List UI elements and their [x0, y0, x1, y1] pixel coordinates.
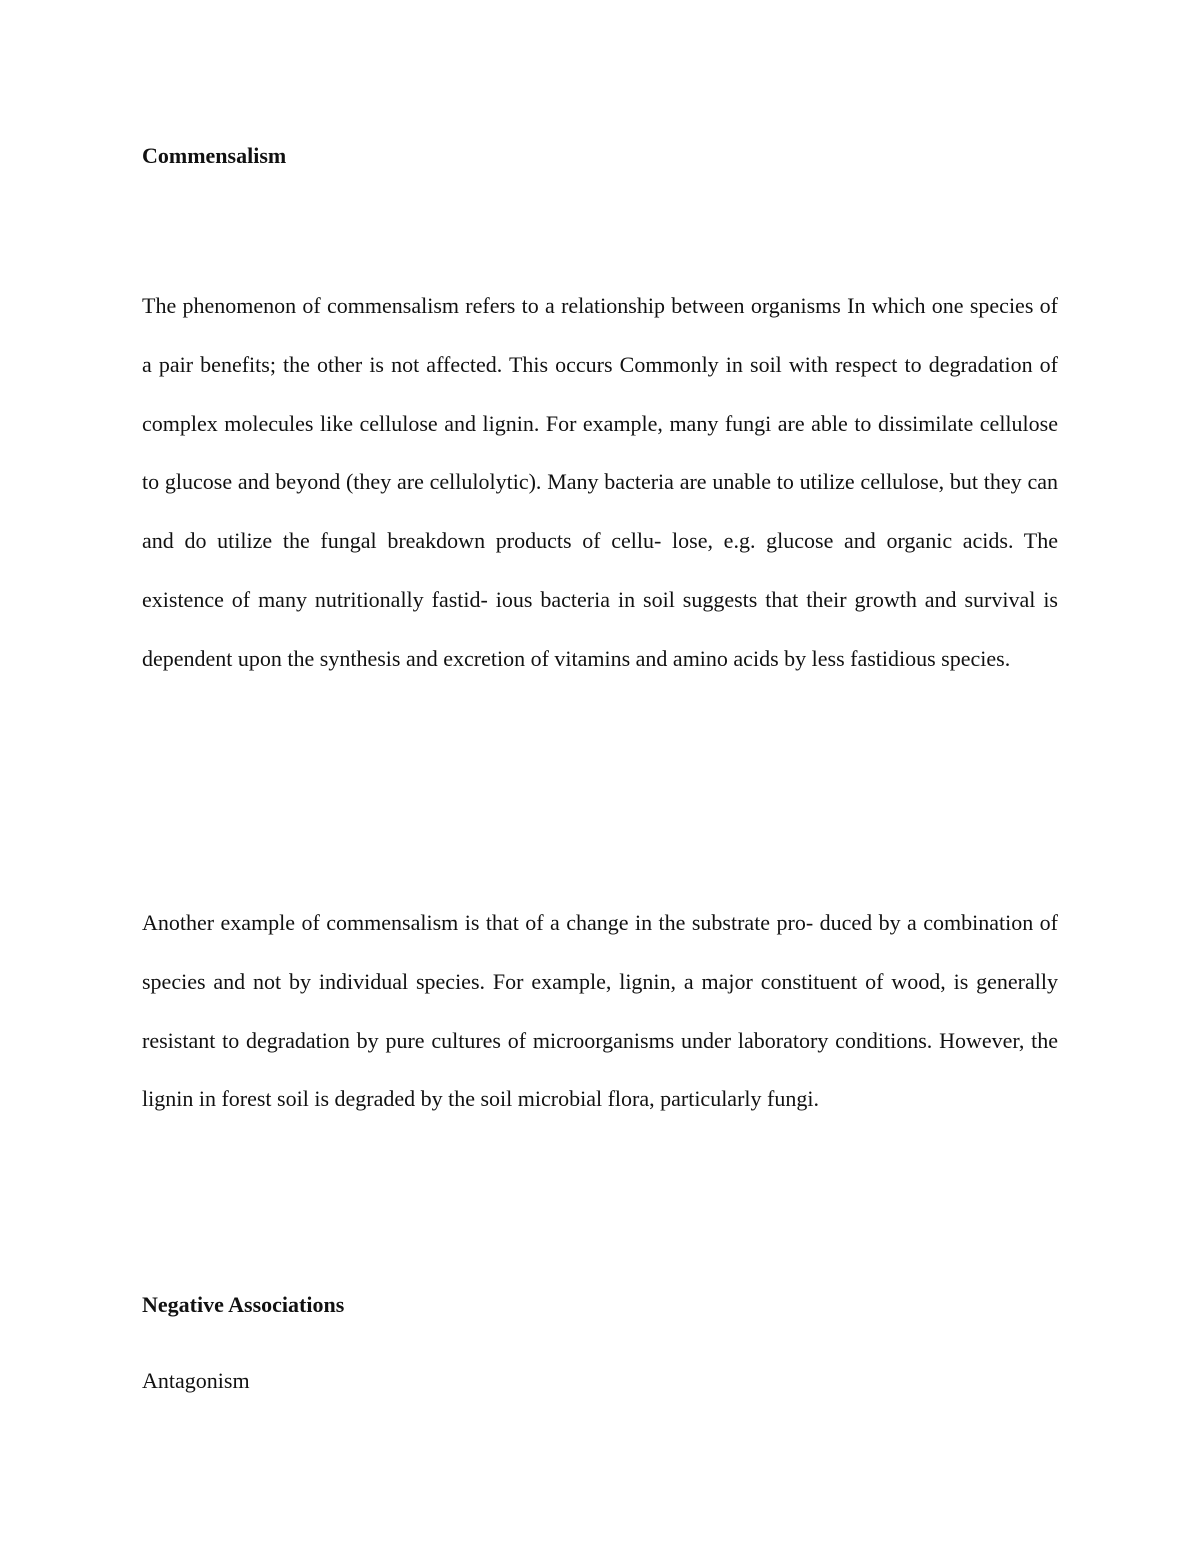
paragraph-commensalism-example: Another example of commensalism is that of a change in the substrate pro- duced by a combination of species and not by individual species. For example, lignin, a major constituent of wood, is generally resistant to degradation by pure cultures of microorganisms under laboratory conditions. However, the lignin in forest soil is degraded by the soil microbial flora, particularly fungi.	[142, 910, 1058, 1112]
paragraph-commensalism-definition: The phenomenon of commensalism refers to a relationship between organisms In which one species of a pair benefits; the other is not affected. This occurs Commonly in soil with respect to degradation of complex molecules like cellulose and lignin. For example, many fungi are able to dissimilate cellulose to glucose and beyond (they are cellulolytic). Many bacteria are unable to utilize cellulose, but they can and do utilize the fungal breakdown products of cellu- lose, e.g. glucose and organic acids. The existence of many nutritionally fastid- ious bacteria in soil suggests that their growth and survival is dependent upon the synthesis and excretion of vitamins and amino acids by less fastidious species.	[142, 293, 1058, 671]
subsection-heading-antagonism: Antagonism	[142, 1368, 250, 1393]
section-heading-negative-associations: Negative Associations	[142, 1292, 345, 1317]
section-heading-commensalism: Commensalism	[142, 143, 287, 168]
